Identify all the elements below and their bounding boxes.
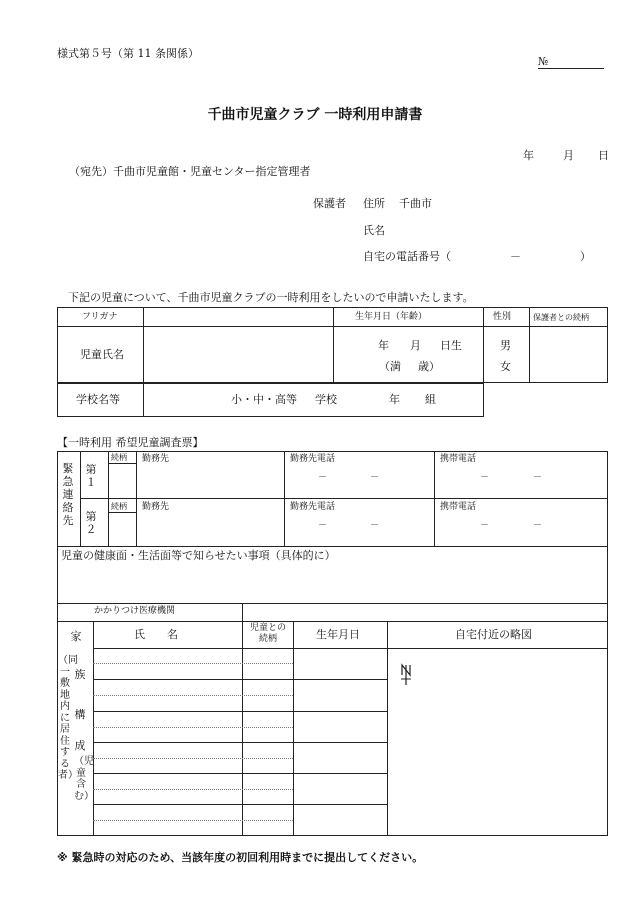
health-notes-label: 児童の健康面・生活面等で知らせたい事項（具体的に）: [61, 549, 336, 562]
form-number: 様式第５号（第 11 条関係）: [57, 47, 199, 60]
relation-cell-line: [108, 512, 136, 513]
north-arrow-icon: [399, 661, 413, 690]
work-phone-dash-1b: －: [370, 473, 380, 483]
work-label-2: 勤務先: [142, 502, 170, 512]
emergency-second-label: 第２: [85, 510, 97, 536]
home-phone-dash: －: [510, 250, 521, 263]
relation-header: 保護者との続柄: [533, 313, 589, 322]
work-phone-dash-2a: －: [318, 521, 328, 531]
home-phone-close: ）: [580, 250, 591, 263]
family-dotted-line: [93, 663, 293, 664]
school-label: 学校名等: [76, 393, 120, 406]
emergency-contact-label: 緊急連絡先: [62, 462, 74, 527]
map-header: 自宅付近の略図: [455, 628, 532, 641]
child-table-col-line: [483, 307, 484, 416]
footer-note: ※ 緊急時の対応のため、当該年度の初回利用時までに提出してください。: [57, 851, 424, 864]
address-label: 住所: [363, 197, 385, 210]
family-row-line: [93, 679, 387, 680]
intro-text: 下記の児童について、千曲市児童クラブの一時利用をしたいので申請いたします。: [68, 291, 474, 304]
school-types: 小・中・高等: [231, 393, 297, 406]
mobile-label-1: 携帯電話: [440, 454, 477, 464]
family-side-label: 家: [70, 630, 82, 643]
emergency-bottom-line: [57, 546, 608, 547]
child-table-col-line: [333, 307, 334, 383]
family-header-line: [93, 648, 608, 649]
date-day: 日: [598, 149, 609, 162]
family-row-line: [93, 742, 387, 743]
gender-male: 男: [500, 339, 511, 352]
mobile-dash-2b: －: [533, 521, 543, 531]
addressee: （宛先）千曲市児童館・児童センター指定管理者: [69, 165, 311, 178]
family-side-paren-2: （児童含む）: [74, 756, 94, 802]
family-dotted-line: [93, 820, 293, 821]
birth-month: 月: [410, 339, 421, 352]
school-row-bottom: [57, 416, 484, 417]
school-word: 学校: [315, 393, 337, 406]
family-side-label-2: 族: [74, 668, 86, 681]
grade-year: 年: [389, 393, 400, 406]
applicant-name-label: 氏名: [363, 224, 385, 237]
child-table-col-line: [143, 307, 144, 416]
relation-cell-line: [108, 463, 136, 464]
birth-year: 年: [378, 339, 389, 352]
family-birthdate-header: 生年月日: [316, 628, 360, 641]
family-dotted-line: [93, 758, 293, 759]
family-dotted-line: [93, 789, 293, 790]
family-row-line: [93, 773, 387, 774]
family-col-line: [387, 621, 388, 836]
work-label-1: 勤務先: [142, 454, 170, 464]
age-open: （満: [379, 360, 401, 373]
relation-small-2: 続柄: [111, 502, 127, 511]
serial-number-line: [538, 68, 604, 69]
furigana-label: フリガナ: [82, 312, 118, 322]
work-phone-label-2: 勤務先電話: [290, 502, 336, 512]
child-name-label: 児童氏名: [80, 348, 124, 361]
date-year: 年: [523, 149, 534, 162]
family-dotted-line: [93, 727, 293, 728]
school-row-top: [57, 383, 484, 384]
health-bottom-line: [57, 603, 608, 604]
family-dotted-line: [93, 695, 293, 696]
gender-female: 女: [500, 360, 511, 373]
emergency-row-line: [80, 498, 608, 499]
clinic-col-line: [242, 603, 243, 621]
relation-small-1: 続柄: [111, 453, 127, 462]
work-phone-dash-1a: －: [318, 473, 328, 483]
family-name-header: 氏 名: [134, 628, 178, 641]
birth-day: 日生: [440, 339, 462, 352]
mobile-label-2: 携帯電話: [440, 502, 477, 512]
date-month: 月: [563, 149, 574, 162]
mobile-dash-1b: －: [533, 473, 543, 483]
clinic-label: かかりつけ医療機関: [94, 606, 176, 616]
family-row-line: [93, 804, 387, 805]
survey-heading: 【一時利用 希望児童調査票】: [57, 436, 204, 449]
family-row-line: [93, 711, 387, 712]
child-table-col-line: [529, 307, 530, 383]
emergency-first-label: 第１: [85, 463, 97, 489]
family-side-paren: （同一敷地内に居住する者）: [58, 655, 78, 781]
emergency-col-line: [434, 451, 435, 546]
home-phone-label: 自宅の電話番号（: [363, 250, 451, 263]
work-phone-label-1: 勤務先電話: [290, 454, 336, 464]
school-row-left: [57, 383, 58, 416]
serial-number-label: №: [538, 55, 549, 68]
birthdate-header: 生年月日（年齢）: [355, 312, 428, 322]
emergency-col-line: [284, 451, 285, 546]
family-relation-header: 児童との続柄: [249, 623, 286, 644]
mobile-dash-1a: －: [480, 473, 490, 483]
family-side-label-3: 構: [74, 708, 86, 721]
gender-header: 性別: [493, 312, 512, 322]
guardian-label: 保護者: [313, 197, 346, 210]
clinic-bottom-line: [57, 621, 608, 622]
grade-class: 組: [425, 393, 436, 406]
family-side-label-4: 成: [74, 739, 86, 752]
work-phone-dash-2b: －: [370, 521, 380, 531]
mobile-dash-2a: －: [480, 521, 490, 531]
address-value: 千曲市: [399, 197, 432, 210]
page-title: 千曲市児童クラブ 一時利用申請書: [207, 107, 423, 123]
age-close: 歳）: [418, 360, 440, 373]
